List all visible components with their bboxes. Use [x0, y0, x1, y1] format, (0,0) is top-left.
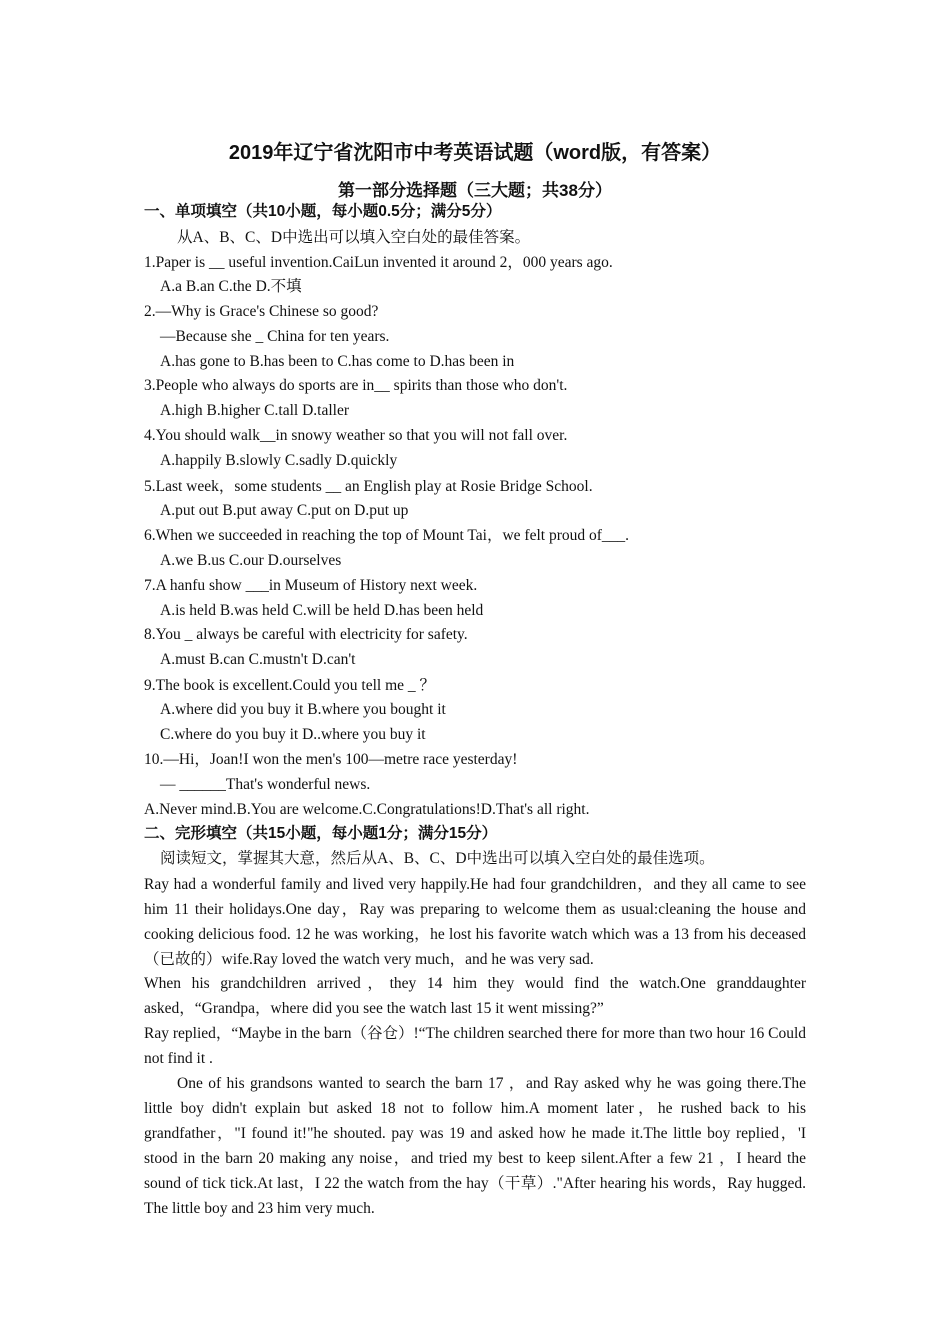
question-3-options: A.high B.higher C.tall D.taller: [160, 402, 349, 419]
question-1: 1.Paper is __ useful invention.CaiLun invented it around 2，000 years ago.: [144, 254, 613, 271]
question-7: 7.A hanfu show ___in Museum of History next week.: [144, 577, 478, 594]
question-6: 6.When we succeeded in reaching the top of Mount Tai，we felt proud of___.: [144, 527, 630, 544]
section1-heading: 一、单项填空（共10小题，每小题0.5分；满分5分）: [144, 203, 502, 220]
question-4-options: A.happily B.slowly C.sadly D.quickly: [160, 452, 398, 469]
cloze-paragraph-4: One of his grandsons wanted to search the barn 17 ，and Ray asked why he was going there.The little boy didn't explain but asked 18 not to follow him.A moment later，he rushed back to his grandfather，"I found it!"he shouted. pay was 19 and asked how he made it.The little boy replied，'I stood in the barn 20 making any noise，and tried my best to keep silent.After a few 21 ，I heard the sound of tick tick.At last，I 22 the watch from the hay（干草）."After hearing his words，Ray hugged. The little boy and 23 him very much.: [144, 1075, 806, 1217]
question-5-options: A.put out B.put away C.put on D.put up: [160, 502, 409, 519]
cloze-paragraph-2: When his grandchildren arrived，they 14 him they would find the watch.One granddaughter asked，“Grandpa，where did you see the watch last 15 it went missing?”: [144, 975, 806, 1017]
part1-title: 第一部分选择题（三大题；共38分）: [338, 181, 612, 200]
question-10: 10.—Hi，Joan!I won the men's 100—metre race yesterday!: [144, 751, 518, 768]
question-6-options: A.we B.us C.our D.ourselves: [160, 552, 342, 569]
page-title: 2019年辽宁省沈阳市中考英语试题（word版，有答案）: [228, 142, 722, 164]
question-2: 2.—Why is Grace's Chinese so good?: [144, 303, 379, 320]
question-8: 8.You _ always be careful with electricity for safety.: [144, 626, 468, 643]
question-2-options: A.has gone to B.has been to C.has come to D.has been in: [160, 353, 515, 370]
question-1-options: A.a B.an C.the D.不填: [160, 278, 302, 295]
question-9: 9.The book is excellent.Could you tell me _ ？: [144, 677, 436, 694]
question-5: 5.Last week，some students __ an English play at Rosie Bridge School.: [144, 478, 593, 495]
cloze-paragraph-3: Ray replied，“Maybe in the barn（谷仓）!“The children searched there for more than two hour 16 Could not find it .: [144, 1025, 806, 1067]
section2-heading: 二、完形填空（共15小题，每小题1分；满分15分）: [144, 825, 498, 842]
question-3: 3.People who always do sports are in__ spirits than those who don't.: [144, 377, 568, 394]
section1-instruction: 从A、B、C、D中选出可以填入空白处的最佳答案。: [177, 229, 531, 246]
question-2-reply: —Because she _ China for ten years.: [160, 328, 390, 345]
question-10-options: A.Never mind.B.You are welcome.C.Congratulations!D.That's all right.: [144, 801, 590, 818]
question-10-reply: — ______That's wonderful news.: [160, 776, 371, 793]
question-8-options: A.must B.can C.mustn't D.can't: [160, 651, 356, 668]
question-7-options: A.is held B.was held C.will be held D.has been held: [160, 602, 484, 619]
cloze-paragraph-1: Ray had a wonderful family and lived very happily.He had four grandchildren，and they all came to see him 11 their holidays.One day，Ray was preparing to welcome them as usual:cleaning the house and cooking delicious food. 12 he was working，he lost his favorite watch which was a 13 from his deceased（已故的）wife.Ray loved the watch very much，and he was very sad.: [144, 876, 806, 968]
section2-instruction: 阅读短文，掌握其大意，然后从A、B、C、D中选出可以填入空白处的最佳选项。: [160, 850, 715, 867]
question-4: 4.You should walk__in snowy weather so that you will not fall over.: [144, 427, 568, 444]
question-9-options-cd: C.where do you buy it D..where you buy it: [160, 726, 426, 743]
question-9-options-ab: A.where did you buy it B.where you bought it: [160, 701, 446, 718]
